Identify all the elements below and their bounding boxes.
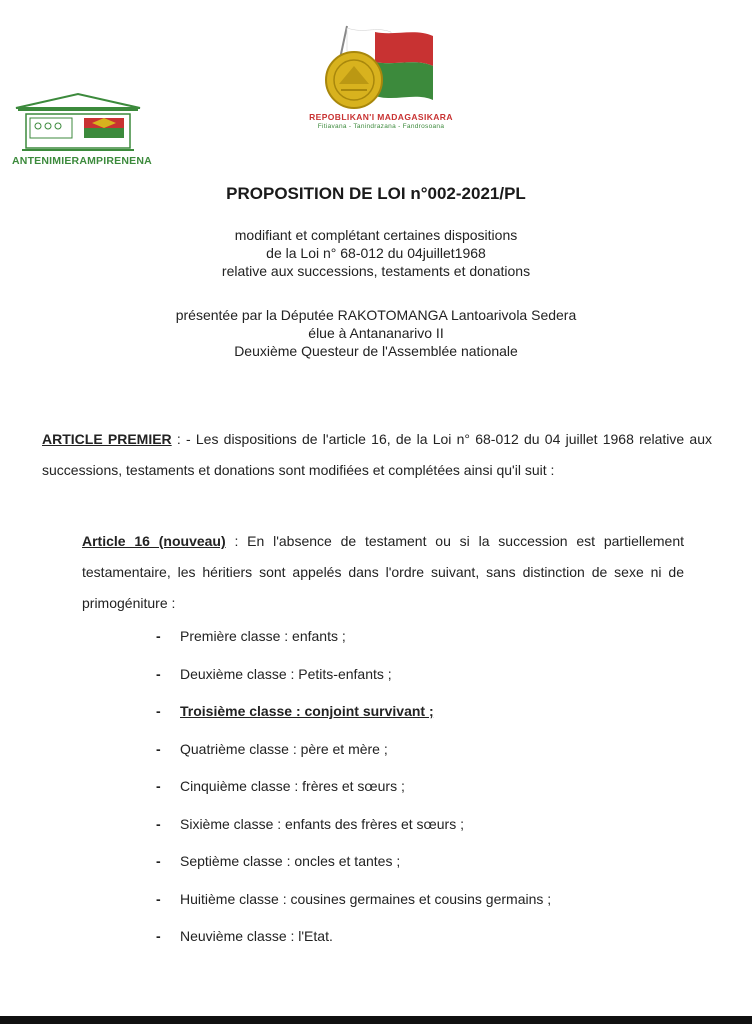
- subtitle-block: [0, 226, 752, 280]
- list-item: [156, 891, 696, 929]
- list-dash: -: [156, 703, 161, 719]
- bottom-border: [0, 1016, 752, 1024]
- list-item: [156, 816, 696, 854]
- list-item: [156, 666, 696, 704]
- list-dash: -: [156, 890, 161, 907]
- list-dash: -: [156, 778, 161, 794]
- list-dash: -: [156, 928, 161, 944]
- presenter-block: [0, 306, 752, 360]
- presenter-line: Deuxième Questeur de l'Assemblée nationale: [234, 343, 518, 359]
- sub-article-text: En l'absence de testament ou si la succession est partiellement testamentaire, les héritiers sont appelés dans l'ordre suivant, sans distinction de sexe ni de primogéniture :: [82, 533, 684, 611]
- list-dash: -: [156, 815, 161, 832]
- presenter-line: élue à Antananarivo II: [308, 325, 444, 341]
- heir-class-list: [156, 628, 696, 966]
- list-item-text: Troisième classe : conjoint survivant ;: [180, 703, 434, 719]
- list-item-text: Quatrième classe : père et mère ;: [180, 740, 388, 757]
- list-item-text: Sixième classe : enfants des frères et sœurs ;: [180, 815, 464, 832]
- article-separator: : -: [171, 431, 196, 447]
- subtitle-line: de la Loi n° 68-012 du 04juillet1968: [266, 245, 486, 261]
- article-premier: [42, 424, 712, 486]
- list-item: [156, 853, 696, 891]
- republic-logo: [275, 22, 487, 134]
- assembly-logo-label: ANTENIMIERAMPIRENENA: [12, 155, 152, 167]
- list-item-text: Première classe : enfants ;: [180, 628, 346, 644]
- list-dash: -: [156, 740, 161, 757]
- subtitle-line: relative aux successions, testaments et donations: [221, 263, 531, 279]
- list-item: [156, 928, 696, 966]
- list-item: [156, 741, 696, 779]
- list-item-text: Deuxième classe : Petits-enfants ;: [180, 665, 392, 682]
- assembly-building-icon: [12, 92, 144, 154]
- list-item: [156, 778, 696, 816]
- assembly-logo: [12, 92, 152, 174]
- sub-article-separator: :: [225, 533, 248, 549]
- list-dash: -: [156, 628, 161, 644]
- article-heading: ARTICLE PREMIER: [42, 431, 172, 447]
- republic-motto: Fitiavana - Tanindrazana - Fandrosoana: [317, 123, 445, 130]
- republic-seal-flag-icon: [275, 22, 487, 110]
- list-dash: -: [156, 665, 161, 682]
- list-item-highlighted: [156, 703, 696, 741]
- subtitle-line: modifiant et complétant certaines dispositions: [234, 227, 518, 243]
- list-item-text: Septième classe : oncles et tantes ;: [180, 853, 401, 869]
- list-item-text: Neuvième classe : l'Etat.: [180, 928, 333, 944]
- list-item-text: Huitième classe : cousines germaines et cousins germains ;: [180, 890, 552, 907]
- presenter-line: présentée par la Députée RAKOTOMANGA Lantoarivola Sedera: [175, 307, 577, 323]
- article-text: Les dispositions de l'article 16, de la Loi n° 68-012 du 04 juillet 1968 relative aux successions, testaments et donations sont modifiées et complétées ainsi qu'il suit :: [42, 431, 712, 478]
- article-16-nouveau: [82, 526, 684, 619]
- list-item: [156, 628, 696, 666]
- sub-article-heading: Article 16 (nouveau): [82, 533, 226, 549]
- document-title: PROPOSITION DE LOI n°002-2021/PL: [226, 184, 526, 203]
- republic-name: REPOBLIKAN'I MADAGASIKARA: [309, 112, 453, 122]
- list-dash: -: [156, 853, 161, 869]
- list-item-text: Cinquième classe : frères et sœurs ;: [180, 778, 405, 794]
